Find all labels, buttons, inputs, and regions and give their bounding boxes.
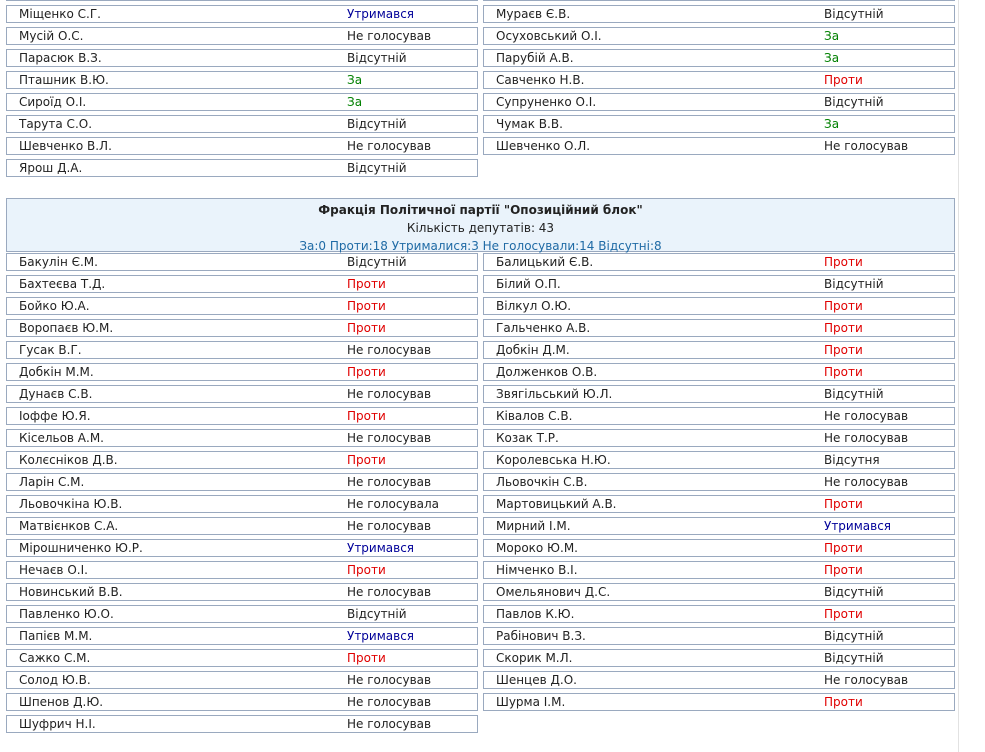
deputy-name: Німченко В.І. [496, 563, 578, 577]
deputy-row [6, 715, 478, 733]
deputy-row [483, 71, 955, 89]
deputy-row [6, 539, 478, 557]
deputy-row [483, 275, 955, 293]
deputy-name: Рабінович В.З. [496, 629, 586, 643]
deputy-name: Колєсніков Д.В. [19, 453, 118, 467]
deputy-name: Вілкул О.Ю. [496, 299, 572, 313]
deputy-name: Воропаєв Ю.М. [19, 321, 114, 335]
deputy-row [483, 407, 955, 425]
deputy-row [6, 115, 478, 133]
deputy-vote: Проти [824, 695, 863, 709]
deputy-vote: Відсутній [824, 629, 884, 643]
page-right-border [958, 0, 959, 752]
deputy-name: Пташник В.Ю. [19, 73, 109, 87]
deputy-row [483, 429, 955, 447]
deputy-vote: Відсутній [347, 51, 407, 65]
deputy-vote: Проти [347, 651, 386, 665]
deputy-row [483, 517, 955, 535]
deputy-row [6, 605, 478, 623]
deputy-name: Чумак В.В. [496, 117, 563, 131]
deputy-row [6, 319, 478, 337]
deputy-row [6, 93, 478, 111]
deputy-vote: Не голосував [347, 431, 432, 445]
deputy-vote: За [824, 117, 840, 131]
deputy-vote: Відсутній [824, 651, 884, 665]
deputy-row [483, 115, 955, 133]
deputy-row [483, 363, 955, 381]
deputy-row [6, 451, 478, 469]
deputy-name: Папієв М.М. [19, 629, 93, 643]
deputy-row [6, 27, 478, 45]
deputy-row [483, 473, 955, 491]
faction-header [6, 198, 955, 252]
deputy-name: Осуховський О.І. [496, 29, 602, 43]
deputy-vote: Відсутній [824, 277, 884, 291]
deputy-vote: Проти [347, 321, 386, 335]
deputy-name: Добкін Д.М. [496, 343, 570, 357]
deputy-vote: Проти [824, 321, 863, 335]
deputy-row [483, 253, 955, 271]
deputy-name: Мірошниченко Ю.Р. [19, 541, 143, 555]
deputy-name: Шевченко В.Л. [19, 139, 112, 153]
deputy-row [6, 627, 478, 645]
deputy-name: Скорик М.Л. [496, 651, 573, 665]
deputy-name: Шенцев Д.О. [496, 673, 577, 687]
deputy-vote: Проти [824, 497, 863, 511]
deputy-row [6, 275, 478, 293]
deputy-name: Іоффе Ю.Я. [19, 409, 91, 423]
deputy-vote: Не голосував [347, 673, 432, 687]
deputy-name: Шуфрич Н.І. [19, 717, 96, 731]
deputy-name: Балицький Є.В. [496, 255, 594, 269]
deputy-row [6, 385, 478, 403]
deputy-row [6, 49, 478, 67]
deputy-row [483, 341, 955, 359]
deputy-name: Савченко Н.В. [496, 73, 585, 87]
deputy-name: Бакулін Є.М. [19, 255, 98, 269]
deputy-vote: Не голосував [824, 673, 909, 687]
deputy-name: Гусак В.Г. [19, 343, 82, 357]
deputy-vote: За [824, 29, 840, 43]
deputy-vote: Відсутня [824, 453, 880, 467]
faction-vote-stats: За:0 Проти:18 Утрималися:3 Не голосували:14 Відсутні:8 [299, 239, 662, 253]
deputy-vote: Відсутній [347, 161, 407, 175]
deputy-row [483, 627, 955, 645]
deputy-row [483, 137, 955, 155]
deputy-vote: Не голосував [347, 585, 432, 599]
deputy-name: Солод Ю.В. [19, 673, 91, 687]
deputy-name: Мороко Ю.М. [496, 541, 578, 555]
deputy-vote: Не голосував [347, 695, 432, 709]
deputy-name: Бойко Ю.А. [19, 299, 90, 313]
deputy-vote: Не голосував [347, 139, 432, 153]
deputy-name: Мусій О.С. [19, 29, 84, 43]
deputy-row [483, 495, 955, 513]
deputy-vote: Не голосував [347, 387, 432, 401]
deputy-name: Шпенов Д.Ю. [19, 695, 104, 709]
deputy-row [6, 341, 478, 359]
deputy-row [6, 561, 478, 579]
deputy-row [6, 253, 478, 271]
deputy-vote: Проти [824, 343, 863, 357]
deputy-name: Ярош Д.А. [19, 161, 83, 175]
deputy-row [483, 297, 955, 315]
deputy-name: Парасюк В.З. [19, 51, 102, 65]
deputy-vote: Відсутній [824, 7, 884, 21]
deputy-name: Сажко С.М. [19, 651, 91, 665]
deputy-vote: Утримався [347, 7, 415, 21]
deputy-name: Долженков О.В. [496, 365, 598, 379]
deputy-row [6, 407, 478, 425]
deputy-vote: Відсутній [347, 255, 407, 269]
deputy-row [483, 649, 955, 667]
deputy-name: Павлов К.Ю. [496, 607, 575, 621]
deputy-vote: Відсутній [824, 387, 884, 401]
deputy-vote: Проти [347, 299, 386, 313]
deputy-vote: Не голосував [347, 519, 432, 533]
deputy-name: Супруненко О.І. [496, 95, 597, 109]
deputy-row [6, 583, 478, 601]
deputy-row [6, 71, 478, 89]
deputy-vote: Відсутній [347, 607, 407, 621]
deputy-vote: Проти [347, 365, 386, 379]
deputy-vote: Відсутній [824, 95, 884, 109]
deputy-row [483, 561, 955, 579]
deputy-vote: Утримався [347, 629, 415, 643]
deputy-vote: Проти [824, 607, 863, 621]
deputy-vote: Проти [824, 255, 863, 269]
deputy-vote: Не голосував [824, 409, 909, 423]
deputy-name: Козак Т.Р. [496, 431, 559, 445]
deputy-vote: Не голосував [824, 139, 909, 153]
deputy-vote: Проти [347, 563, 386, 577]
deputy-name: Звягільський Ю.Л. [496, 387, 613, 401]
deputy-row [6, 429, 478, 447]
deputy-row [6, 5, 478, 23]
deputy-name: Шевченко О.Л. [496, 139, 591, 153]
deputy-name: Гальченко А.В. [496, 321, 591, 335]
deputy-row [483, 671, 955, 689]
deputy-vote: Не голосував [824, 431, 909, 445]
deputy-name: Ківалов С.В. [496, 409, 573, 423]
faction-title: Фракція Політичної партії "Опозиційний блок" [318, 203, 643, 217]
deputy-row [483, 583, 955, 601]
deputy-name: Мартовицький А.В. [496, 497, 617, 511]
deputy-row [483, 5, 955, 23]
deputy-vote: Відсутній [347, 117, 407, 131]
deputy-vote: Проти [347, 409, 386, 423]
deputy-vote: Не голосував [347, 717, 432, 731]
deputy-name: Мураєв Є.В. [496, 7, 571, 21]
deputy-vote: Проти [347, 277, 386, 291]
deputy-vote: Не голосував [347, 475, 432, 489]
deputy-vote: Проти [824, 299, 863, 313]
deputy-vote: Не голосував [347, 29, 432, 43]
deputy-row [483, 93, 955, 111]
deputy-name: Білий О.П. [496, 277, 561, 291]
deputy-name: Бахтеєва Т.Д. [19, 277, 106, 291]
deputy-name: Омельянович Д.С. [496, 585, 611, 599]
deputy-row [483, 27, 955, 45]
deputy-name: Сироїд О.І. [19, 95, 87, 109]
deputy-row [6, 297, 478, 315]
faction-deputy-count: Кількість депутатів: 43 [406, 221, 555, 235]
deputy-name: Добкін М.М. [19, 365, 94, 379]
deputy-vote: Утримався [347, 541, 415, 555]
deputy-row [6, 159, 478, 177]
deputy-name: Льовочкіна Ю.В. [19, 497, 123, 511]
deputy-name: Дунаєв С.В. [19, 387, 93, 401]
deputy-vote: Проти [824, 73, 863, 87]
deputy-vote: Проти [824, 541, 863, 555]
deputy-row [6, 517, 478, 535]
deputy-name: Парубій А.В. [496, 51, 574, 65]
deputy-name: Міщенко С.Г. [19, 7, 101, 21]
deputy-vote: Проти [824, 563, 863, 577]
deputy-name: Новинський В.В. [19, 585, 123, 599]
deputy-row [6, 473, 478, 491]
deputy-row [483, 49, 955, 67]
deputy-name: Шурма І.М. [496, 695, 566, 709]
deputy-name: Мирний І.М. [496, 519, 571, 533]
deputy-row [6, 671, 478, 689]
deputy-name: Королевська Н.Ю. [496, 453, 611, 467]
previous-faction-deputies-grid [6, 5, 955, 177]
deputy-vote: Не голосував [824, 475, 909, 489]
deputy-name: Павленко Ю.О. [19, 607, 114, 621]
deputy-vote: Проти [347, 453, 386, 467]
deputy-row [483, 693, 955, 711]
deputy-vote: Утримався [824, 519, 892, 533]
deputy-name: Ларін С.М. [19, 475, 85, 489]
deputy-name: Кісельов А.М. [19, 431, 104, 445]
deputy-row [6, 495, 478, 513]
deputy-row [483, 539, 955, 557]
deputy-row [6, 693, 478, 711]
deputy-name: Тарута С.О. [19, 117, 93, 131]
deputy-row [6, 649, 478, 667]
deputy-row [483, 605, 955, 623]
deputy-name: Нечаєв О.І. [19, 563, 88, 577]
deputy-vote: За [347, 73, 363, 87]
faction-deputies-grid [6, 253, 955, 733]
deputy-row [483, 385, 955, 403]
deputy-row [483, 319, 955, 337]
deputy-vote: За [347, 95, 363, 109]
deputy-vote: За [824, 51, 840, 65]
deputy-vote: Не голосувала [347, 497, 440, 511]
deputy-name: Матвієнков С.А. [19, 519, 119, 533]
deputy-row [6, 363, 478, 381]
deputy-vote: Не голосував [347, 343, 432, 357]
deputy-name: Льовочкін С.В. [496, 475, 588, 489]
deputy-vote: Проти [824, 365, 863, 379]
vote-results-content [6, 0, 955, 733]
deputy-row [6, 137, 478, 155]
deputy-row [483, 451, 955, 469]
deputy-vote: Відсутній [824, 585, 884, 599]
